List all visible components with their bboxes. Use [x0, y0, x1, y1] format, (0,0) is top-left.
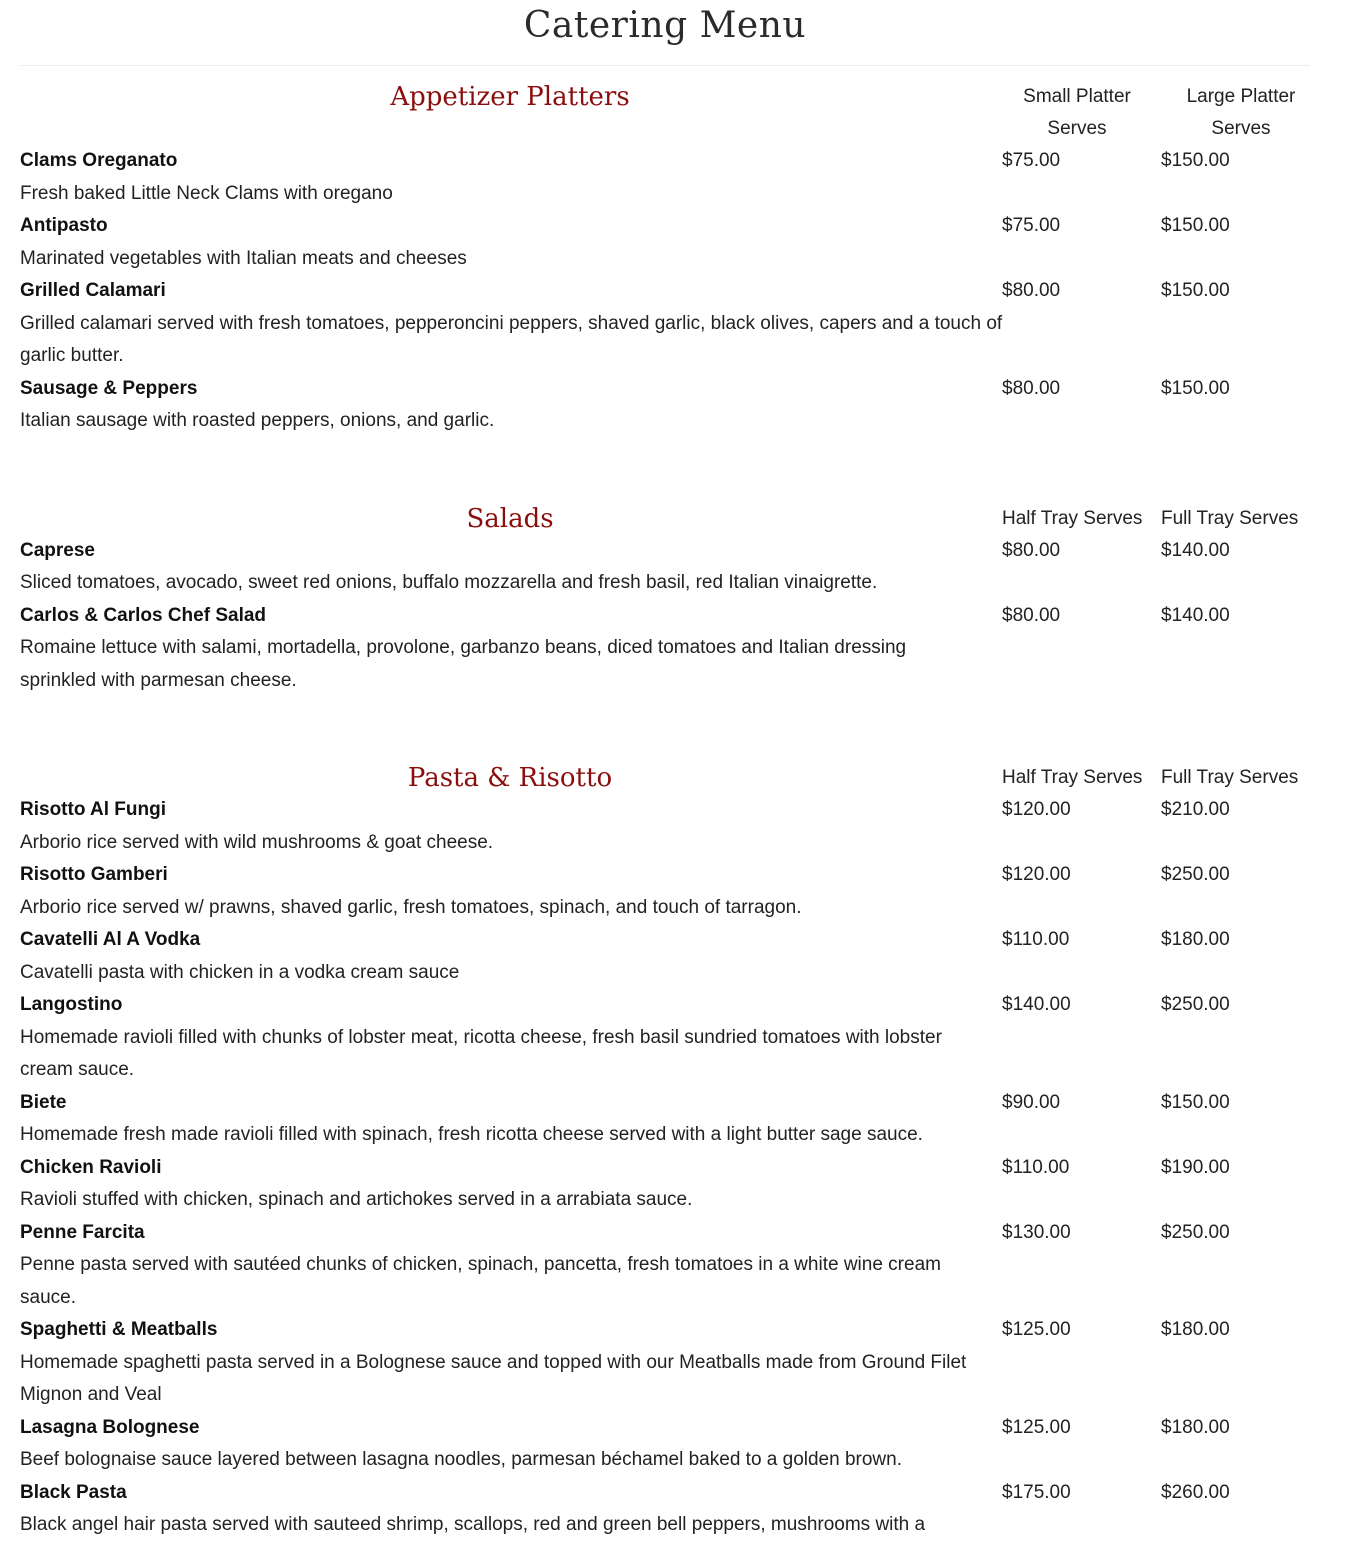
item-price-full: $210.00 [1161, 799, 1230, 820]
item-price-full: $180.00 [1161, 929, 1230, 950]
item-price-full: $140.00 [1161, 604, 1230, 626]
menu-item [20, 373, 1310, 438]
item-name: Cavatelli Al A Vodka [20, 929, 201, 950]
menu-item [20, 145, 1310, 210]
menu-item [20, 794, 1310, 859]
item-price-small: $80.00 [1002, 377, 1061, 399]
section-appetizer-platters [20, 81, 1310, 438]
item-price-half: $125.00 [1002, 1319, 1071, 1340]
item-description: Homemade ravioli filled with chunks of lobster meat, ricotta cheese, fresh basil sundried tomatoes with lobster cream sauce. [20, 1026, 942, 1080]
item-description: Arborio rice served w/ prawns, shaved garlic, fresh tomatoes, spinach, and touch of tarragon. [20, 896, 802, 918]
item-price-half: $175.00 [1002, 1481, 1071, 1503]
item-name: Grilled Calamari [20, 280, 166, 301]
menu-item [20, 989, 1310, 1087]
section-title: Appetizer Platters [390, 82, 630, 112]
item-description: Arborio rice served with wild mushrooms & goat cheese. [20, 831, 494, 853]
menu-item [20, 859, 1310, 924]
item-description: Romaine lettuce with salami, mortadella, provolone, garbanzo beans, diced tomatoes and Italian dressing sprinkled with parmesan cheese. [20, 637, 907, 691]
item-price-half: $120.00 [1002, 799, 1071, 820]
menu-item [20, 1217, 1310, 1315]
item-price-half: $110.00 [1002, 929, 1070, 950]
item-price-full: $180.00 [1161, 1416, 1230, 1438]
item-price-large: $150.00 [1161, 377, 1230, 399]
item-description: Fresh baked Little Neck Clams with oregano [20, 182, 393, 204]
item-name: Risotto Gamberi [20, 864, 168, 885]
item-price-large: $150.00 [1161, 215, 1230, 236]
menu-item [20, 1087, 1310, 1152]
item-price-half: $80.00 [1002, 604, 1061, 626]
item-name: Carlos & Carlos Chef Salad [20, 604, 267, 626]
item-name: Sausage & Peppers [20, 377, 198, 399]
item-description: Sliced tomatoes, avocado, sweet red onions, buffalo mozzarella and fresh basil, red Italian vinaigrette. [20, 572, 878, 593]
column-header-full: Full Tray Serves [1161, 767, 1299, 788]
item-price-small: $75.00 [1002, 215, 1061, 236]
column-header-full: Full Tray Serves [1161, 507, 1299, 529]
item-price-small: $80.00 [1002, 280, 1061, 301]
column-header-half: Half Tray Serves [1002, 507, 1143, 529]
item-description: Homemade spaghetti pasta served in a Bolognese sauce and topped with our Meatballs made from Ground Filet Mignon and Veal [20, 1351, 967, 1405]
section-header [20, 81, 1310, 145]
item-price-large: $150.00 [1161, 150, 1230, 171]
item-name: Antipasto [20, 215, 108, 236]
menu-item [20, 600, 1310, 698]
column-header-large: Large Platter Serves [1186, 86, 1296, 139]
item-price-full: $250.00 [1161, 994, 1230, 1015]
item-price-small: $75.00 [1002, 150, 1061, 171]
item-price-full: $250.00 [1161, 864, 1230, 885]
menu-item [20, 1314, 1310, 1412]
item-price-half: $90.00 [1002, 1091, 1061, 1113]
item-price-half: $130.00 [1002, 1221, 1071, 1243]
item-price-half: $80.00 [1002, 539, 1061, 561]
menu-item [20, 210, 1310, 275]
item-description: Cavatelli pasta with chicken in a vodka cream sauce [20, 961, 460, 983]
menu-item [20, 1152, 1310, 1217]
section-pasta-risotto [20, 762, 1310, 1542]
menu-item [20, 1412, 1310, 1477]
menu-item [20, 275, 1310, 373]
item-description: Grilled calamari served with fresh tomatoes, pepperoncini peppers, shaved garlic, black olives, capers and a touch of garlic butter. [20, 312, 1003, 366]
item-price-full: $150.00 [1161, 1091, 1230, 1113]
item-name: Chicken Ravioli [20, 1156, 162, 1178]
item-price-half: $125.00 [1002, 1416, 1071, 1438]
item-description: Homemade fresh made ravioli filled with spinach, fresh ricotta cheese served with a light butter sage sauce. [20, 1124, 923, 1145]
section-title: Pasta & Risotto [407, 763, 613, 793]
item-price-full: $190.00 [1161, 1156, 1230, 1178]
item-price-full: $180.00 [1161, 1319, 1230, 1340]
section-header [20, 762, 1310, 794]
section-salads [20, 503, 1310, 698]
item-name: Clams Oreganato [20, 150, 178, 171]
item-name: Risotto Al Fungi [20, 799, 166, 820]
item-name: Black Pasta [20, 1481, 127, 1503]
page-title: Catering Menu [523, 5, 807, 46]
menu-page [20, 0, 1310, 1542]
item-name: Spaghetti & Meatballs [20, 1319, 218, 1340]
section-header [20, 503, 1310, 535]
item-name: Caprese [20, 539, 95, 561]
item-price-full: $140.00 [1161, 539, 1230, 561]
item-description: Penne pasta served with sautéed chunks of chicken, spinach, pancetta, fresh tomatoes in a white wine cream sauce. [20, 1254, 941, 1308]
item-name: Langostino [20, 994, 123, 1015]
item-price-full: $250.00 [1161, 1221, 1230, 1243]
menu-item [20, 924, 1310, 989]
menu-item [20, 1477, 1310, 1542]
item-price-full: $260.00 [1161, 1481, 1230, 1503]
item-description: Marinated vegetables with Italian meats and cheeses [20, 247, 467, 269]
section-title: Salads [466, 503, 554, 534]
item-price-large: $150.00 [1161, 280, 1230, 301]
item-description: Ravioli stuffed with chicken, spinach and artichokes served in a arrabiata sauce. [20, 1189, 693, 1210]
item-name: Penne Farcita [20, 1221, 145, 1243]
item-description: Italian sausage with roasted peppers, onions, and garlic. [20, 410, 495, 431]
column-header-small: Small Platter Serves [1023, 86, 1131, 139]
column-header-half: Half Tray Serves [1002, 767, 1143, 788]
title-divider [20, 65, 1310, 66]
item-price-half: $140.00 [1002, 994, 1071, 1015]
item-description: Beef bolognaise sauce layered between lasagna noodles, parmesan béchamel baked to a golden brown. [20, 1449, 902, 1470]
menu-item [20, 535, 1310, 600]
item-description: Black angel hair pasta served with sauteed shrimp, scallops, red and green bell peppers, mushrooms with a [20, 1514, 926, 1535]
item-name: Biete [20, 1091, 67, 1113]
item-name: Lasagna Bolognese [20, 1416, 200, 1438]
item-price-half: $120.00 [1002, 864, 1071, 885]
item-price-half: $110.00 [1002, 1156, 1070, 1178]
